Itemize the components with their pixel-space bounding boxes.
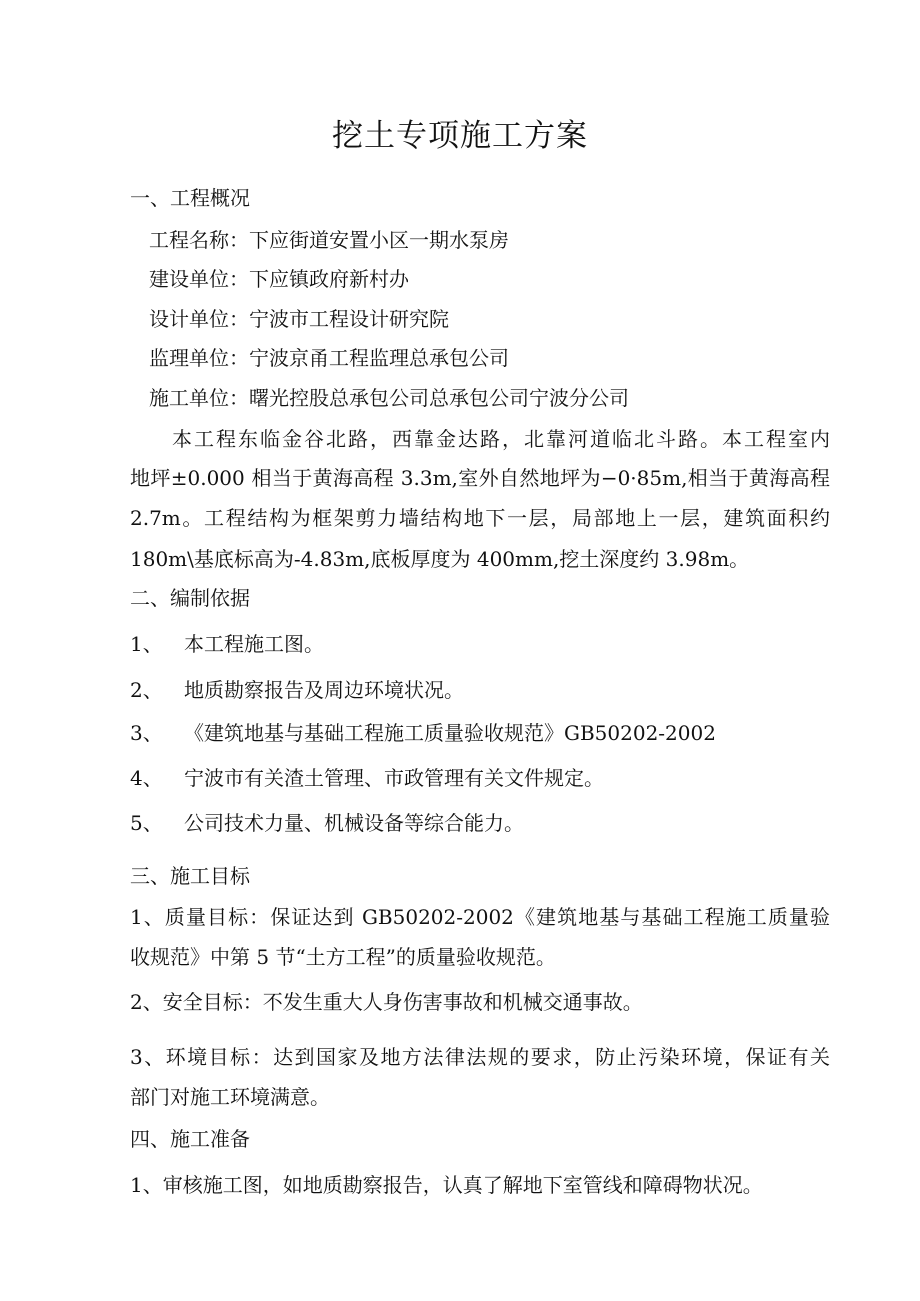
basis-item-number: 1、 xyxy=(130,632,163,656)
design-unit: 设计单位：宁波市工程设计研究院 xyxy=(149,307,449,331)
section-heading-basis: 二、编制依据 xyxy=(130,586,250,610)
section-heading-preparation: 四、施工准备 xyxy=(130,1127,250,1151)
basis-item-text: 地质勘察报告及周边环境状况。 xyxy=(184,678,464,702)
document-title: 挖土专项施工方案 xyxy=(332,118,588,154)
basis-item-number: 5、 xyxy=(130,811,163,835)
basis-item xyxy=(130,718,716,748)
quality-goal-line-1: 1、质量目标：保证达到 GB50202-2002《建筑地基与基础工程施工质量验 xyxy=(130,905,830,929)
project-name: 工程名称：下应街道安置小区一期水泵房 xyxy=(149,228,509,252)
safety-goal: 2、安全目标：不发生重大人身伤害事故和机械交通事故。 xyxy=(130,990,643,1014)
basis-item xyxy=(130,763,604,793)
section-heading-goals: 三、施工目标 xyxy=(130,864,250,888)
overview-paragraph-line-3: 2.7m。工程结构为框架剪力墙结构地下一层，局部地上一层，建筑面积约 xyxy=(130,506,830,530)
supervision-unit: 监理单位：宁波京甬工程监理总承包公司 xyxy=(149,346,509,370)
overview-paragraph-line-1: 本工程东临金谷北路，西靠金达路，北靠河道临北斗路。本工程室内 xyxy=(172,427,830,451)
basis-item-number: 4、 xyxy=(130,766,163,790)
overview-paragraph-line-4: 180m\基底标高为-4.83m,底板厚度为 400mm,挖土深度约 3.98m。 xyxy=(130,547,750,571)
basis-item-text: 《建筑地基与基础工程施工质量验收规范》GB50202-2002 xyxy=(184,721,716,745)
builder-unit: 建设单位：下应镇政府新村办 xyxy=(149,267,409,291)
basis-item xyxy=(130,629,324,659)
basis-item-text: 本工程施工图。 xyxy=(184,632,324,656)
basis-item xyxy=(130,808,524,838)
basis-item-number: 2、 xyxy=(130,678,163,702)
construction-unit: 施工单位：曙光控股总承包公司总承包公司宁波分公司 xyxy=(149,386,629,410)
environment-goal-line-1: 3、环境目标：达到国家及地方法律法规的要求，防止污染环境，保证有关 xyxy=(130,1045,830,1069)
section-heading-overview: 一、工程概况 xyxy=(130,186,250,210)
quality-goal-line-2: 收规范》中第 5 节“土方工程”的质量验收规范。 xyxy=(130,945,556,969)
preparation-item-1: 1、审核施工图，如地质勘察报告，认真了解地下室管线和障碍物状况。 xyxy=(130,1173,763,1197)
basis-item-text: 宁波市有关渣土管理、市政管理有关文件规定。 xyxy=(184,766,604,790)
basis-item xyxy=(130,675,464,705)
basis-item-text: 公司技术力量、机械设备等综合能力。 xyxy=(184,811,524,835)
environment-goal-line-2: 部门对施工环境满意。 xyxy=(130,1085,330,1109)
basis-item-number: 3、 xyxy=(130,721,163,745)
overview-paragraph-line-2: 地坪±0.000 相当于黄海高程 3.3m,室外自然地坪为−0·85m,相当于黄海高程 xyxy=(130,466,830,490)
